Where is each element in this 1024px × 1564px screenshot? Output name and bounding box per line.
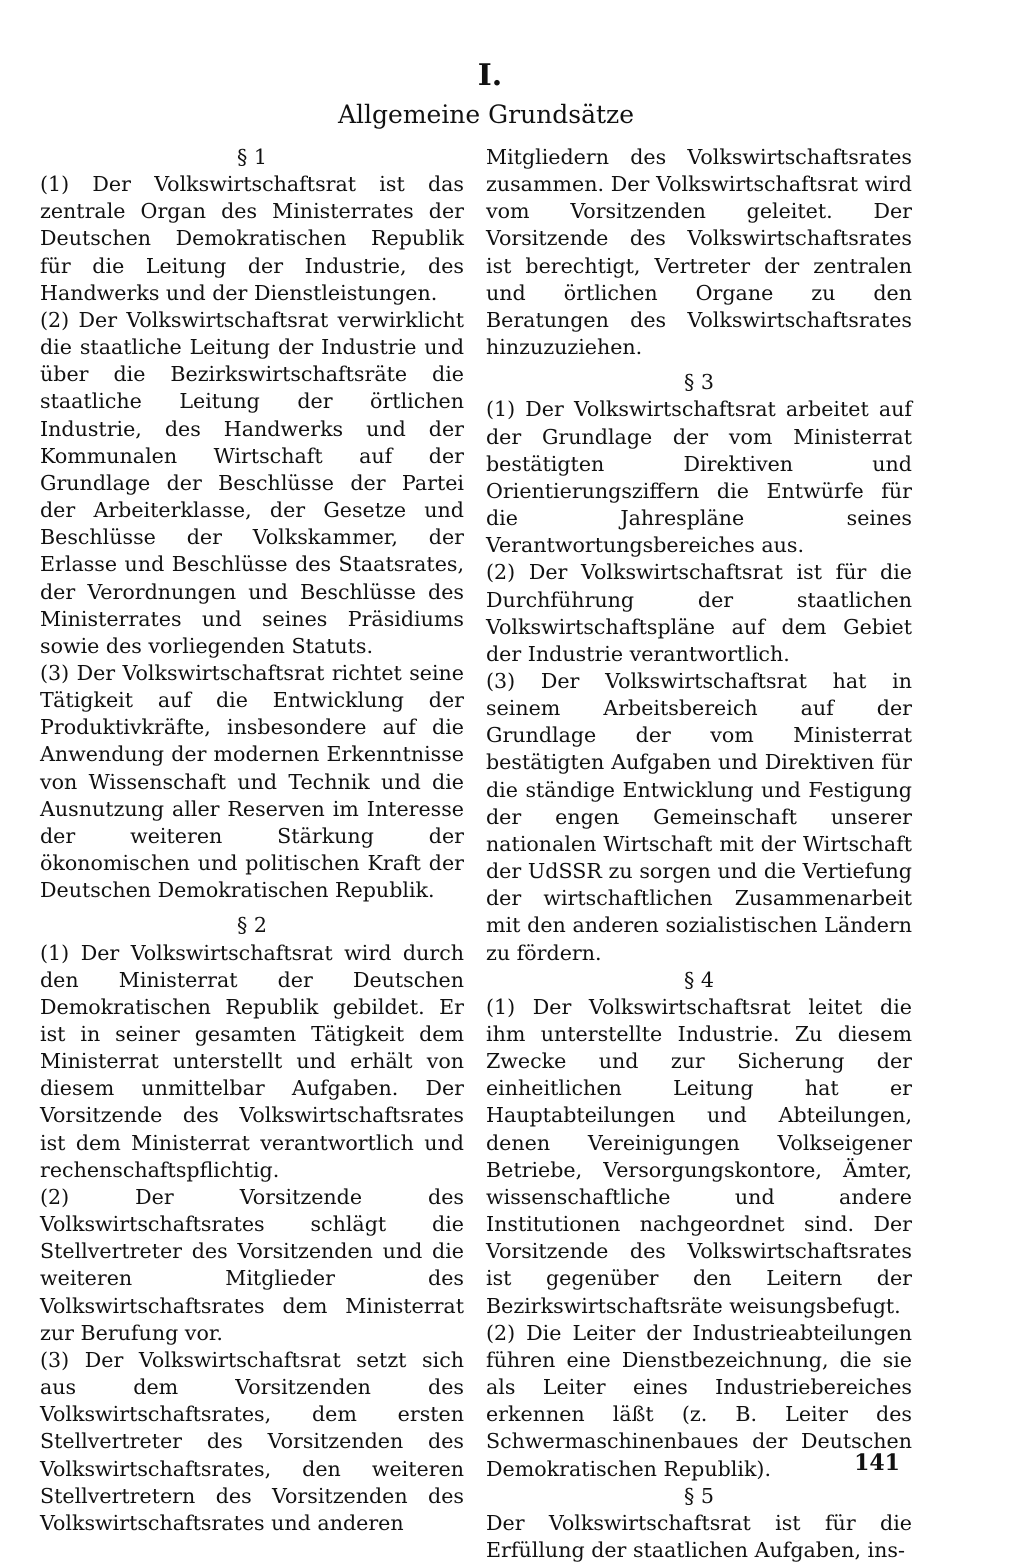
paragraph: (3) Der Volkswirtschaftsrat setzt sich aus dem Vorsitzenden des Volkswirtschaftsrates, dem ersten Stellvertreter des Vorsitzenden des Volkswirtschaftsrates, den weiteren Stellvertretern des Vorsitzenden des Volkswirtschaftsrates und anderen: [40, 1347, 464, 1535]
paragraph: Mitgliedern des Volkswirtschaftsrates zusammen. Der Volkswirtschaftsrat wird vom Vorsitzenden geleitet. Der Vorsitzende des Volkswirtschaftsrates ist berechtigt, Vertreter der zentralen und örtlichen Organe zu den Beratungen des Volkswirtschaftsrates hinzuzuziehen.: [486, 145, 912, 360]
section-spacer: [40, 904, 464, 912]
chapter-title: Allgemeine Grundsätze: [337, 100, 635, 129]
page-number: 141: [854, 1450, 900, 1476]
section-heading: § 3: [684, 370, 714, 395]
chapter-number: I.: [477, 58, 503, 93]
paragraph: (3) Der Volkswirtschaftsrat richtet seine Tätigkeit auf die Entwicklung der Produktivkräfte, insbesondere auf die Anwendung der modernen Erkenntnisse von Wissenschaft und Technik und die Ausnutzung aller Reserven im Interesse der weiteren Stärkung der ökonomischen und politischen Kraft der Deutschen Demokratischen Republik.: [40, 660, 464, 903]
right-column: [486, 144, 912, 1564]
paragraph: (2) Der Vorsitzende des Volkswirtschaftsrates schlägt die Stellvertreter des Vorsitzenden und die weiteren Mitglieder des Volkswirtschaftsrates dem Ministerrat zur Berufung vor.: [40, 1184, 464, 1345]
paragraph: Der Volkswirtschaftsrat ist für die Erfüllung der staatlichen Aufgaben, ins-: [486, 1510, 912, 1562]
paragraph: (3) Der Volkswirtschaftsrat hat in seinem Arbeitsbereich auf der Grundlage der vom Ministerrat bestätigten Aufgaben und Direktiven für die ständige Entwicklung und Festigung der engen Gemeinschaft unserer nationalen Wirtschaft mit der Wirtschaft der UdSSR zu sorgen und die Vertiefung der wirtschaftlichen Zusammenarbeit mit den anderen sozialistischen Ländern zu fördern.: [486, 668, 912, 965]
section-heading: § 4: [684, 967, 714, 992]
paragraph: (2) Die Leiter der Industrieabteilungen führen eine Dienstbezeichnung, die sie als Leiter eines Industriebereiches erkennen läßt (z. B. Leiter des Schwermaschinenbaues der Deutschen Demokratischen Republik).: [486, 1320, 912, 1481]
paragraph: (1) Der Volkswirtschaftsrat arbeitet auf der Grundlage der vom Ministerrat bestätigten Direktiven und Orientierungsziffern die Entwürfe für die Jahrespläne seines Verantwortungsbereiches aus.: [486, 397, 912, 558]
section-heading: § 2: [237, 913, 267, 938]
paragraph: (1) Der Volkswirtschaftsrat ist das zentrale Organ des Ministerrates der Deutschen Demokratischen Republik für die Leitung der Industrie, des Handwerks und der Dienstleistungen.: [40, 172, 464, 305]
section-heading: § 5: [684, 1483, 714, 1508]
paragraph: (2) Der Volkswirtschaftsrat verwirklicht die staatliche Leitung der Industrie und über die Bezirkswirtschaftsräte die staatliche Leitung der örtlichen Industrie, des Handwerks und der Kommunalen Wirtschaft auf der Grundlage der Beschlüsse der Partei der Arbeiterklasse, der Gesetze und Beschlüsse der Volkskammer, der Erlasse und Beschlüsse des Staatsrates, der Verordnungen und Beschlüsse des Ministerrates und seines Präsidiums sowie des vorliegenden Statuts.: [40, 307, 464, 658]
paragraph: (1) Der Volkswirtschaftsrat wird durch den Ministerrat der Deutschen Demokratischen Republik gebildet. Er ist in seiner gesamten Tätigkeit dem Ministerrat unterstellt und erhält von diesem unmittelbar Aufgaben. Der Vorsitzende des Volkswirtschaftsrates ist dem Ministerrat verantwortlich und rechenschaftspflichtig.: [40, 940, 464, 1182]
section-spacer: [486, 361, 912, 369]
section-heading: § 1: [237, 145, 267, 169]
paragraph: (2) Der Volkswirtschaftsrat ist für die Durchführung der staatlichen Volkswirtschaftspläne auf dem Gebiet der Industrie verantwortlich.: [486, 560, 912, 666]
left-column: [40, 144, 464, 1537]
paragraph: (1) Der Volkswirtschaftsrat leitet die ihm unterstellte Industrie. Zu diesem Zwecke und zur Sicherung der einheitlichen Leitung hat er Hauptabteilungen und Abteilungen, denen Vereinigungen Volkseigener Betriebe, Versorgungskontore, Ämter, wissenschaftliche und andere Institutionen nachgeordnet sind. Der Vorsitzende des Volkswirtschaftsrates ist gegenüber den Leitern der Bezirkswirtschaftsräte weisungsbefugt.: [486, 994, 912, 1318]
